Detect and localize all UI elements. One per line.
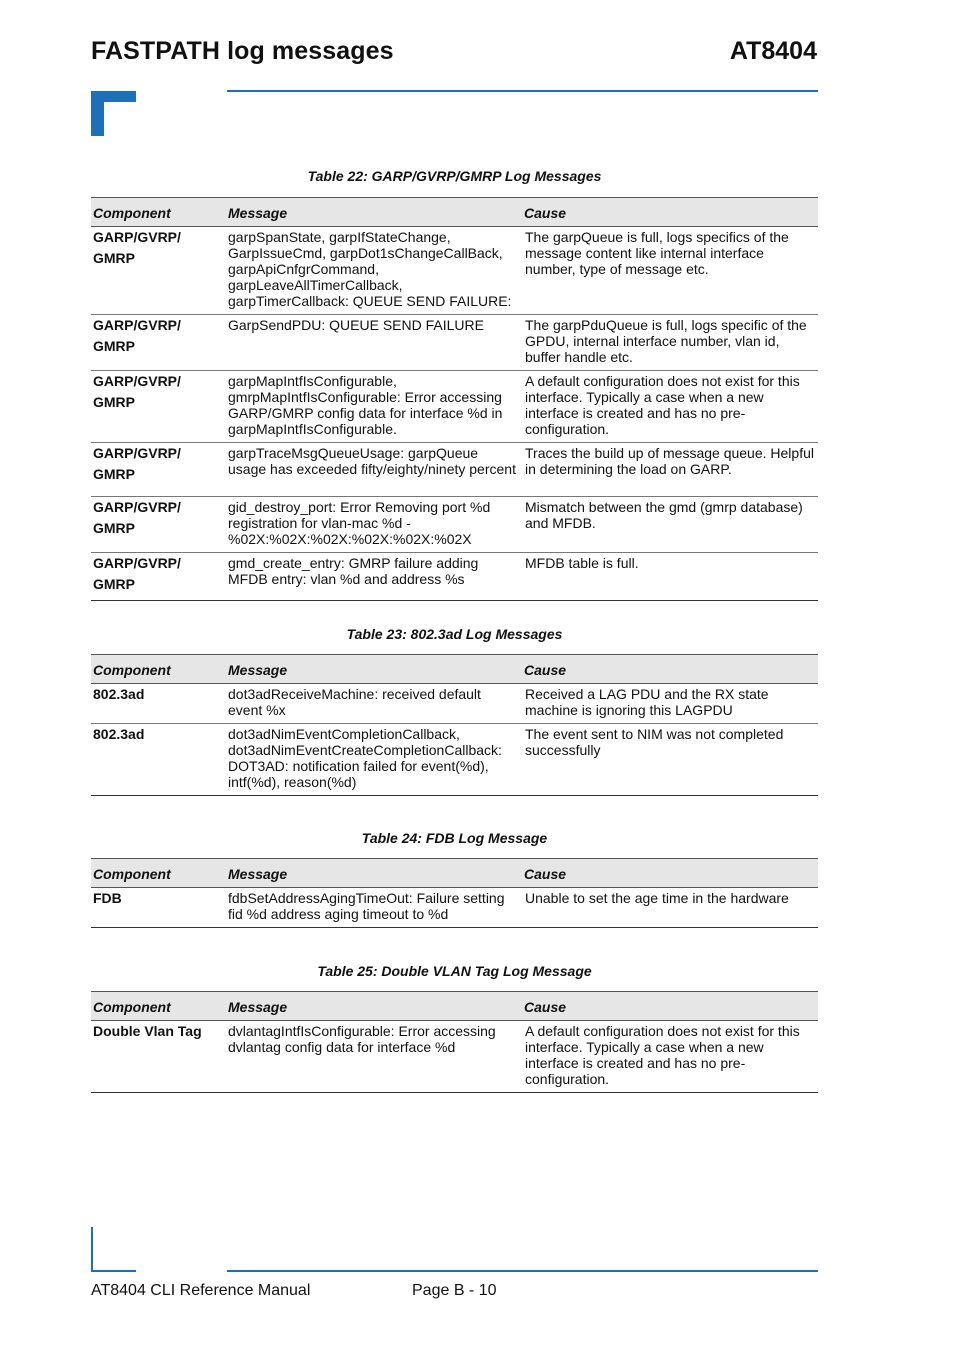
column-header-message: Message: [226, 198, 522, 227]
cause-cell: Traces the build up of message queue. Helpful in determining the load on GARP.: [522, 443, 818, 497]
log-table-double-vlan: [91, 991, 818, 1093]
message-cell: garpMapIntfIsConfigurable, gmrpMapIntfIsConfigurable: Error accessing GARP/GMRP config data for interface %d in garpMapIntfIsConfigurable.: [226, 371, 522, 443]
header-product: AT8404: [729, 37, 817, 65]
message-cell: gid_destroy_port: Error Removing port %d registration for vlan-mac %d - %02X:%02X:%02X:%02X:%02X:%02X: [226, 497, 522, 553]
cause-cell: Received a LAG PDU and the RX state machine is ignoring this LAGPDU: [522, 684, 818, 724]
component-text: GARP/GVRP/ GMRP: [93, 445, 181, 482]
table-row: [91, 553, 818, 601]
component-cell: FDB: [91, 888, 226, 928]
message-cell: gmd_create_entry: GMRP failure adding MFDB entry: vlan %d and address %s: [226, 553, 522, 601]
component-text: GARP/GVRP/ GMRP: [93, 555, 181, 592]
table-row: [91, 684, 818, 724]
component-text: GARP/GVRP/ GMRP: [93, 499, 181, 536]
log-table-garp: [91, 197, 818, 601]
table-header-row: [91, 198, 818, 227]
header-rule: [227, 90, 818, 92]
table-caption: Table 25: Double VLAN Tag Log Message: [317, 963, 592, 979]
table-row: [91, 497, 818, 553]
corner-mark-top: [91, 91, 136, 136]
cause-cell: A default configuration does not exist for this interface. Typically a case when a new interface is created and has no pre-configuration.: [522, 1021, 818, 1093]
table-caption: Table 22: GARP/GVRP/GMRP Log Messages: [307, 168, 602, 184]
cause-cell: The event sent to NIM was not completed successfully: [522, 724, 818, 796]
column-header-message: Message: [226, 655, 522, 684]
table-row: [91, 227, 818, 315]
cause-cell: A default configuration does not exist for this interface. Typically a case when a new interface is created and has no pre-configuration.: [522, 371, 818, 443]
footer-page-number: Page B - 10: [412, 1282, 497, 1299]
table-caption: Table 24: FDB Log Message: [361, 830, 548, 846]
table-header-row: [91, 859, 818, 888]
component-cell: 802.3ad: [91, 684, 226, 724]
column-header-message: Message: [226, 859, 522, 888]
message-cell: fdbSetAddressAgingTimeOut: Failure setting fid %d address aging timeout to %d: [226, 888, 522, 928]
component-text: GARP/GVRP/ GMRP: [93, 373, 181, 410]
component-cell: [91, 553, 226, 601]
column-header-cause: Cause: [522, 655, 818, 684]
column-header-component: Component: [91, 859, 226, 888]
component-cell: [91, 315, 226, 371]
log-table-fdb: [91, 858, 818, 928]
column-header-component: Component: [91, 655, 226, 684]
component-cell: [91, 227, 226, 315]
component-cell: [91, 443, 226, 497]
table-caption: Table 23: 802.3ad Log Messages: [346, 626, 563, 642]
component-cell: 802.3ad: [91, 724, 226, 796]
cause-cell: The garpQueue is full, logs specifics of the message content like internal interface number, type of message etc.: [522, 227, 818, 315]
cause-cell: MFDB table is full.: [522, 553, 818, 601]
component-cell: [91, 371, 226, 443]
message-cell: dot3adReceiveMachine: received default event %x: [226, 684, 522, 724]
column-header-message: Message: [226, 992, 522, 1021]
table-row: [91, 724, 818, 796]
component-cell: Double Vlan Tag: [91, 1021, 226, 1093]
cause-cell: Unable to set the age time in the hardware: [522, 888, 818, 928]
footer-manual-title: AT8404 CLI Reference Manual: [91, 1282, 311, 1299]
component-text: GARP/GVRP/ GMRP: [93, 317, 181, 354]
header-title: FASTPATH log messages: [91, 37, 394, 65]
table-header-row: [91, 655, 818, 684]
column-header-component: Component: [91, 198, 226, 227]
component-text: GARP/GVRP/ GMRP: [93, 229, 181, 266]
table-row: [91, 888, 818, 928]
log-table-8023ad: [91, 654, 818, 796]
table-row: [91, 315, 818, 371]
table-header-row: [91, 992, 818, 1021]
column-header-cause: Cause: [522, 198, 818, 227]
message-cell: GarpSendPDU: QUEUE SEND FAILURE: [226, 315, 522, 371]
table-row: [91, 1021, 818, 1093]
corner-mark-bottom: [91, 1227, 136, 1272]
footer-rule: [227, 1270, 818, 1272]
component-cell: [91, 497, 226, 553]
message-cell: garpSpanState, garpIfStateChange, GarpIssueCmd, garpDot1sChangeCallBack, garpApiCnfgrCommand, garpLeaveAllTimerCallback, garpTimerCallback: QUEUE SEND FAILURE:: [226, 227, 522, 315]
cause-cell: The garpPduQueue is full, logs specific of the GPDU, internal interface number, vlan id, buffer handle etc.: [522, 315, 818, 371]
message-cell: dvlantagIntfIsConfigurable: Error accessing dvlantag config data for interface %d: [226, 1021, 522, 1093]
message-cell: dot3adNimEventCompletionCallback, dot3adNimEventCreateCompletionCallback: DOT3AD: notification failed for event(%d), intf(%d), reason(%d): [226, 724, 522, 796]
table-row: [91, 371, 818, 443]
table-row: [91, 443, 818, 497]
column-header-cause: Cause: [522, 859, 818, 888]
cause-cell: Mismatch between the gmd (gmrp database) and MFDB.: [522, 497, 818, 553]
message-cell: garpTraceMsgQueueUsage: garpQueue usage has exceeded fifty/eighty/ninety percent: [226, 443, 522, 497]
column-header-component: Component: [91, 992, 226, 1021]
column-header-cause: Cause: [522, 992, 818, 1021]
